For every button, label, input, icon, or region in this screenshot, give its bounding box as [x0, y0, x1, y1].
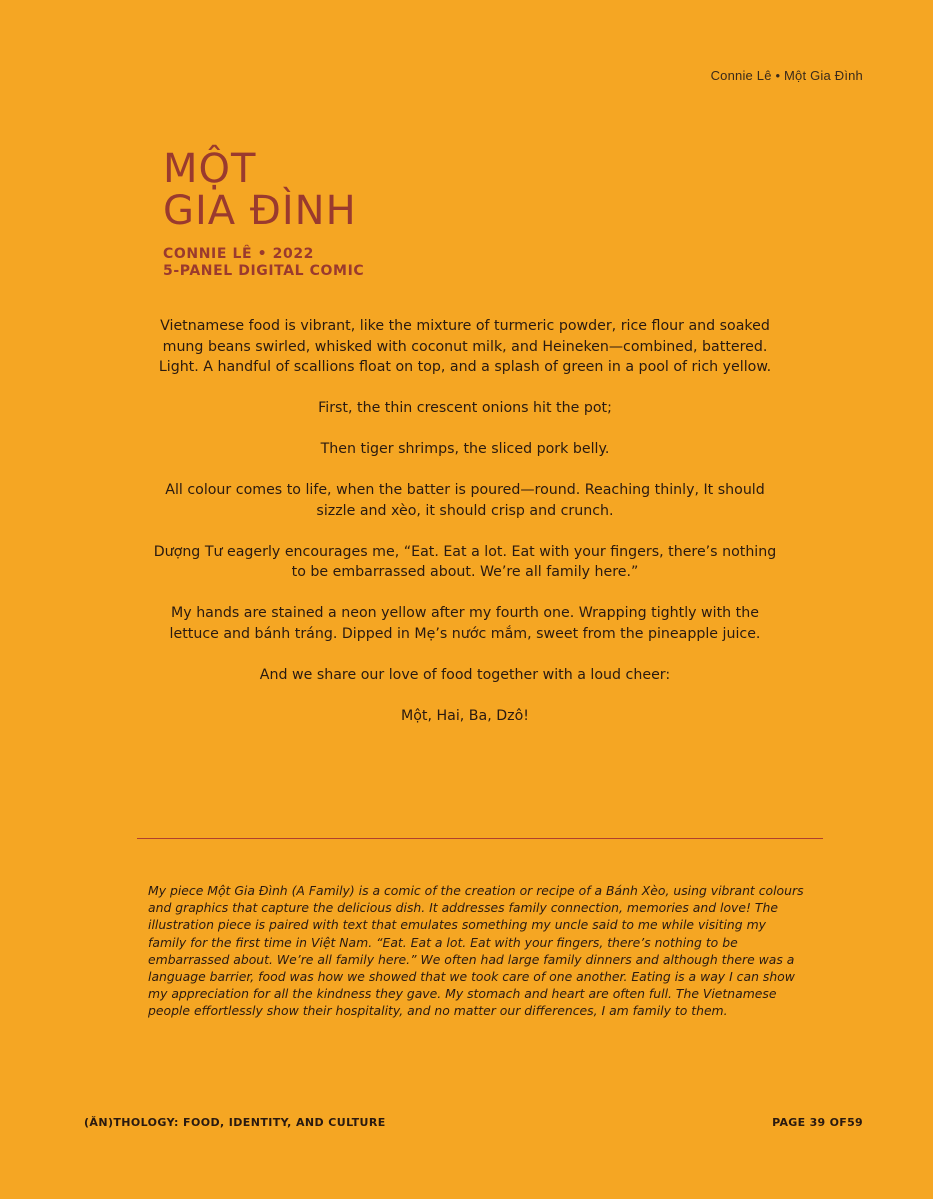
poem-stanza: Một, Hai, Ba, Dzô! [400, 707, 529, 724]
artist-year: CONNIE LÊ • 2022 [163, 246, 315, 262]
poem-stanza: First, the thin crescent onions hit the pot; [318, 400, 612, 416]
footer-page-number: PAGE 39 OF59 [772, 1116, 863, 1129]
title-block [163, 148, 364, 280]
artist-statement: My piece Một Gia Đình (A Family) is a comic of the creation or recipe of a Bánh Xèo, using vibrant colours and graphics that capture the delicious dish. It addresses family connection, memories and love! The illustration piece is paired with text that emulates something my uncle said to me while visiting my family for the first time in Việt Nam. “Eat. Eat a lot. Eat with your fingers, there’s nothing to be embarrassed about. We’re all family here.” We often had large family dinners and although there was a language barrier, food was how we showed that we took care of one another. Eating is a way I can show my appreciation for all the kindness they gave. My stomach and heart are often full. The Vietnamese people effortlessly show their hospitality, and no matter our differences, I am family to them. [148, 883, 804, 1019]
poem-stanza: And we share our love of food together with a loud cheer: [259, 666, 671, 683]
poem-body [150, 316, 780, 747]
poem-stanza: All colour comes to life, when the batter is poured—round. Reaching thinly, It should sizzle and xèo, it should crisp and crunch. [165, 482, 765, 519]
title-line-1: MỘT [163, 146, 257, 192]
poem-stanza: Vietnamese food is vibrant, like the mixture of turmeric powder, rice flour and soaked mung beans swirled, whisked with coconut milk, and Heineken—combined, battered. Light. A handful of scallions float on top, and a splash of green in a pool of rich yellow. [158, 318, 772, 375]
title-line-2: GIA ĐÌNH [163, 188, 357, 234]
poem-stanza: Dượng Tư eagerly encourages me, “Eat. Eat a lot. Eat with your fingers, there’s nothing to be embarrassed about. We’re all family here.” [153, 543, 777, 580]
poem-stanza: My hands are stained a neon yellow after my fourth one. Wrapping tightly with the lettuce and bánh tráng. Dipped in Mẹ’s nước mắm, sweet from the pineapple juice. [169, 605, 761, 642]
section-divider [137, 838, 823, 839]
footer-publication: (ĂN)THOLOGY: FOOD, IDENTITY, AND CULTURE [84, 1116, 386, 1129]
poem-stanza: Then tiger shrimps, the sliced pork belly. [320, 441, 610, 457]
running-head: Connie Lê • Một Gia Đình [710, 68, 863, 83]
medium: 5-PANEL DIGITAL COMIC [163, 263, 365, 279]
